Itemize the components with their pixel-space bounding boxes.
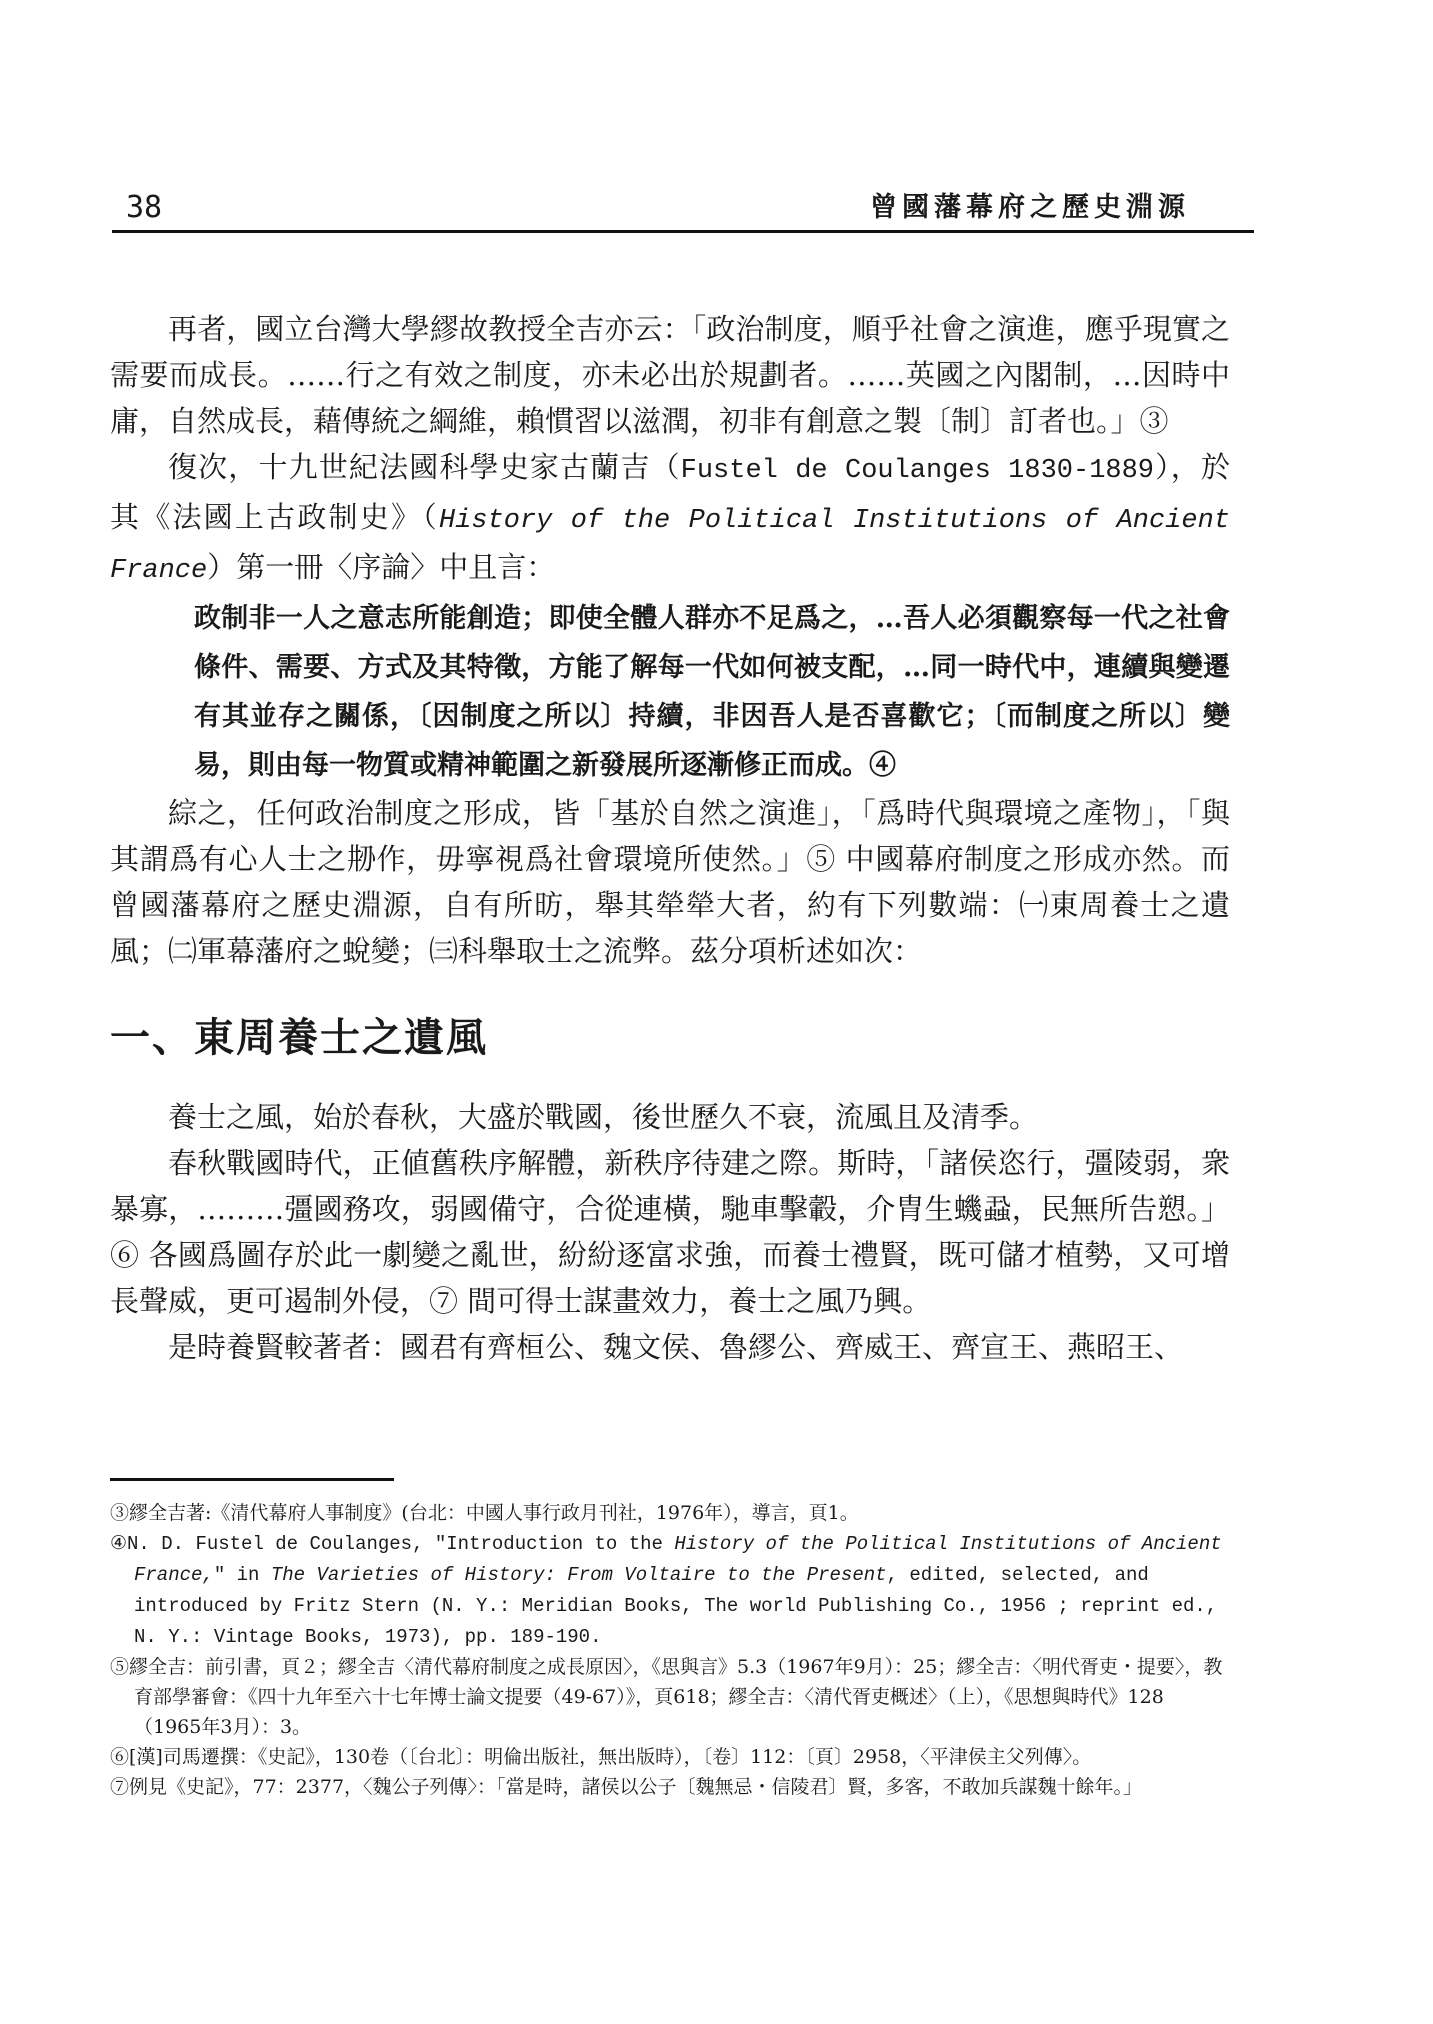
paragraph-2-english-title: History of the Political Institutions of Ancient France <box>110 506 1230 586</box>
paragraph-5: 春秋戰國時代，正値舊秩序解體，新秩序待建之際。斯時，「諸侯恣行，彊陵弱，衆暴寡，………彊國務攻，弱國備守，合從連橫，馳車擊轂，介胄生蟣蝨，民無所告愬。」⑥ 各國爲圖存於此一劇變之亂世，紛紛逐富求強，而養士禮賢，既可儲才植勢，又可增長聲威，更可遏制外侵，⑦ 間可得士謀畫效力，養士之風乃興。 <box>110 1146 1230 1318</box>
page-header <box>112 188 1252 230</box>
footnote-6: ⑥[漢]司馬遷撰：《史記》，130卷（〔台北〕：明倫出版社，無出版時），〔卷〕112：〔頁〕2958，〈平津侯主父列傳〉。 <box>110 1746 1092 1768</box>
footnote-4 <box>110 1528 1230 1652</box>
footnote-7: ⑦例見《史記》，77：2377，〈魏公子列傳〉：「當是時，諸侯以公子〔魏無忌・信陵君〕賢，多客，不敢加兵謀魏十餘年。」 <box>110 1776 1143 1798</box>
running-title: 曾國藩幕府之歷史淵源 <box>870 192 1190 223</box>
footnote-4-title-2: The Varieties of History: From Voltaire to the Present <box>270 1564 887 1586</box>
paragraph-1: 再者，國立台灣大學繆故教授全吉亦云：「政治制度，順乎社會之演進，應乎現實之需要而成長。……行之有效之制度，亦未必出於規劃者。……英國之內閣制，…因時中庸，自然成長，藉傳統之綱維，賴慣習以滋潤，初非有創意之製〔制〕訂者也。」③ <box>110 312 1230 438</box>
paragraph-6: 是時養賢較著者：國君有齊桓公、魏文侯、魯繆公、齊威王、齊宣王、燕昭王、 <box>168 1330 1184 1364</box>
footnote-rule <box>110 1478 394 1481</box>
section-heading: 一、東周養士之遺風 <box>110 1015 488 1061</box>
header-rule <box>112 230 1254 233</box>
paragraph-2-text-b: ），於其《法國上古政制史》（ <box>110 450 1230 534</box>
page-number: 38 <box>126 190 163 225</box>
footnote-3: ③繆全吉著:《清代幕府人事制度》(台北：中國人事行政月刊社，1976年），導言，頁1。 <box>110 1502 859 1524</box>
footnote-4-text-a: ④N. D. Fustel de Coulanges, "Introduction to the <box>110 1533 675 1555</box>
footnote-5: ⑤繆全吉：前引書，頁２；繆全吉〈清代幕府制度之成長原因〉，《思與言》5.3（1967年9月）：25；繆全吉：〈明代胥吏・提要〉，教育部學審會：《四十九年至六十七年博士論文提要（49-67）》，頁618；繆全吉：〈清代胥吏概述〉（上），《思想與時代》128（1965年3月）：3。 <box>110 1656 1223 1738</box>
footnote-4-text-c: , edited, selected, and introduced by Fritz Stern (N. Y.: Meridian Books, The world Publishing Co., 1956 ; reprint ed., N. Y.: Vintage Books, 1973), pp. 189-190. <box>134 1564 1218 1648</box>
main-text <box>110 306 1230 1370</box>
paragraph-2-english-name: Fustel de Coulanges 1830-1889 <box>680 456 1154 486</box>
footnote-4-text-b: " in <box>213 1564 271 1586</box>
paragraph-2 <box>110 444 1230 594</box>
paragraph-2-text-a: 復次，十九世紀法國科學史家古蘭吉（ <box>168 450 681 484</box>
footnote-4-title-1: History of the Political Institutions of Ancient France, <box>134 1533 1222 1586</box>
paragraph-4: 養士之風，始於春秋，大盛於戰國，後世歷久不衰，流風且及清季。 <box>168 1100 1039 1134</box>
paragraph-2-text-c: ）第一冊〈序論〉中且言： <box>207 550 556 584</box>
footnotes <box>110 1498 1230 1802</box>
block-quote: 政制非一人之意志所能創造；即使全體人群亦不足爲之，…吾人必須觀察每一代之社會條件、需要、方式及其特徵，方能了解每一代如何被支配，…同一時代中，連續與變遷有其並存之關係，〔因制度之所以〕持續，非因吾人是否喜歡它；〔而制度之所以〕變易，則由每一物質或精神範圍之新發展所逐漸修正而成。④ <box>194 603 1230 781</box>
paragraph-3: 綜之，任何政治制度之形成，皆「基於自然之演進」，「爲時代與環境之產物」，「與其謂爲有心人士之刱作，毋寧視爲社會環境所使然。」⑤ 中國幕府制度之形成亦然。而曾國藩幕府之歷史淵源，自有所昉，舉其犖犖大者，約有下列數端：㈠東周養士之遺風；㈡軍幕藩府之蛻變；㈢科舉取士之流弊。茲分項析述如次： <box>110 796 1230 968</box>
